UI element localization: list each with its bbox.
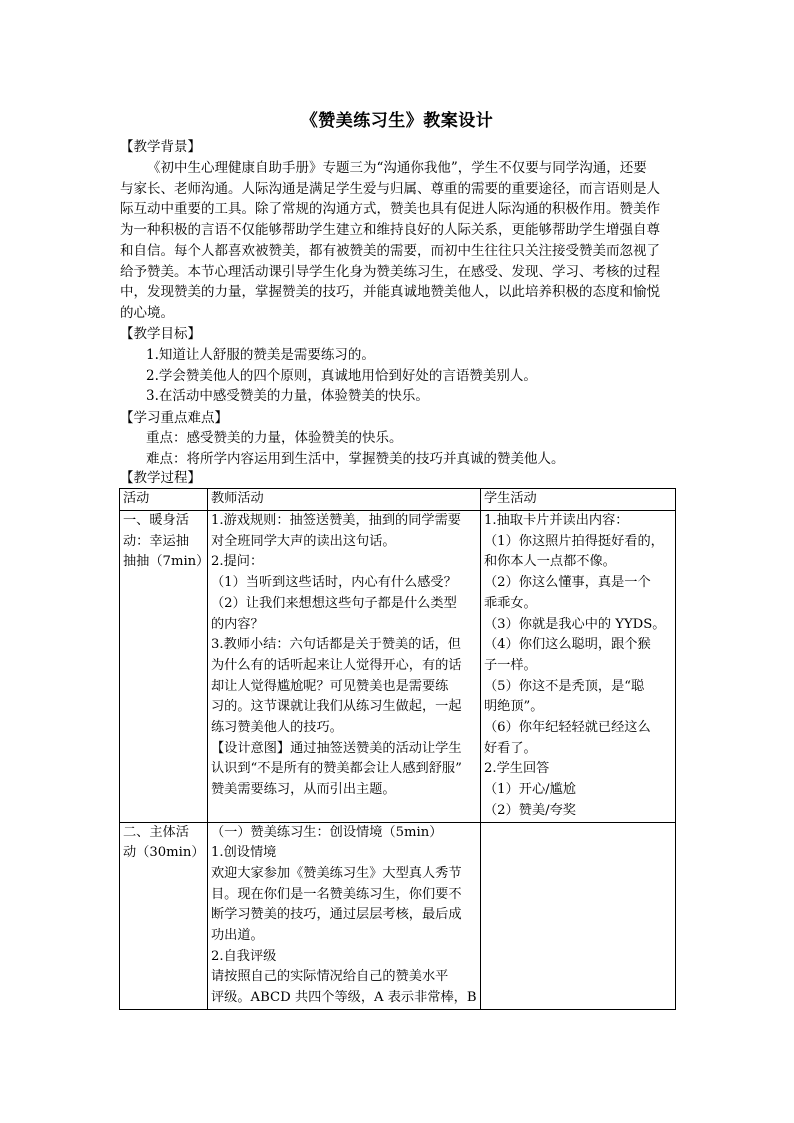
cell-line: 习的。这节课就让我们从练习生做起，一起 [211, 699, 462, 715]
cell-line: 动（30min） [123, 845, 205, 861]
cell-line: （2）你这么懂事，真是一个 [484, 575, 651, 591]
paragraph-line: 给予赞美。本节心理活动课引导学生化身为赞美练习生，在感受、发现、学习、考核的过程 [120, 263, 660, 280]
cell-line: （5）你这不是秃顶，是“聪 [484, 678, 645, 694]
cell-line: （2）赞美/夸奖 [484, 802, 576, 818]
cell-line: 【设计意图】通过抽签送赞美的活动让学生 [211, 740, 462, 756]
process-heading: 【教学过程】 [120, 470, 201, 486]
cell-line: 和你本人一点都不像。 [484, 554, 616, 570]
cell-line: 明绝顶”。 [484, 699, 544, 715]
cell-line: （1）你这照片拍得挺好看的， [484, 533, 664, 549]
process-table [119, 488, 676, 1010]
cell-line: 好看了。 [484, 740, 537, 756]
section-heading-process [120, 468, 201, 489]
cell-line: 二、主体活 [123, 824, 189, 840]
cell-line: （2）让我们来想想这些句子都是什么类型 [211, 595, 457, 611]
cell-line: （1）当听到这些话时，内心有什么感受？ [211, 575, 457, 591]
cell-line: 欢迎大家参加《赞美练习生》大型真人秀节 [211, 865, 462, 881]
cell-line: （一）赞美练习生：创设情境（5min） [211, 824, 443, 840]
keypoints-list [146, 428, 565, 469]
cell-line: 为什么有的话听起来让人觉得开心，有的话 [211, 657, 462, 673]
student-activity-cell [481, 822, 676, 1009]
paragraph-line: 《初中生心理健康自助手册》专题三为“沟通你我他”，学生不仅要与同学沟通，还要 [147, 160, 647, 176]
cell-line: 的内容？ [211, 616, 264, 632]
goals-heading: 【教学目标】 [120, 326, 201, 342]
cell-line: 评级。ABCD 共四个等级，A 表示非常棒，B [211, 990, 477, 1006]
cell-line: （1）开心/尴尬 [484, 782, 576, 798]
cell-line: 目。现在你们是一名赞美练习生，你们要不 [211, 886, 462, 902]
goals-list [146, 345, 537, 407]
section-heading-goals [120, 324, 201, 345]
cell-line: 1.抽取卡片并读出内容： [484, 513, 629, 528]
column-header-student: 学生活动 [481, 489, 676, 511]
table-header-row [120, 489, 676, 511]
cell-line: 乖乖女。 [484, 595, 537, 611]
cell-line: （6）你年纪轻轻就已经这么 [484, 720, 651, 736]
keypoint-item: 重点：感受赞美的力量，体验赞美的快乐。 [146, 430, 403, 446]
cell-line: 2.提问： [211, 554, 264, 570]
teacher-activity-cell [208, 511, 481, 823]
cell-line: 一、暖身活 [123, 513, 189, 528]
goal-item: 1.知道让人舒服的赞美是需要练习的。 [146, 347, 375, 363]
column-header-teacher: 教师活动 [208, 489, 481, 511]
cell-line: 对全班同学大声的读出这句话。 [211, 533, 396, 549]
keypoint-item: 难点：将所学内容运用到生活中，掌握赞美的技巧并真诚的赞美他人。 [146, 450, 565, 467]
cell-line: 赞美需要练习，从而引出主题。 [211, 782, 396, 798]
section-heading-background [120, 137, 201, 158]
activity-cell [120, 822, 208, 1009]
cell-line: 功出道。 [211, 928, 264, 944]
table-row [120, 511, 676, 823]
column-header-activity: 活动 [120, 489, 208, 511]
goal-item: 2.学会赞美他人的四个原则，真诚地用恰到好处的言语赞美别人。 [146, 367, 537, 384]
cell-line: 请按照自己的实际情况给自己的赞美水平 [211, 969, 449, 985]
cell-line: 3.教师小结：六句话都是关于赞美的话，但 [211, 637, 461, 653]
paragraph-line: 和自信。每个人都喜欢被赞美，都有被赞美的需要，而初中生往往只关注接受赞美而忽视了 [120, 242, 660, 259]
goal-item: 3.在活动中感受赞美的力量，体验赞美的快乐。 [146, 388, 429, 405]
cell-line: 2.学生回答 [484, 761, 550, 777]
cell-line: 动：幸运抽 [123, 533, 189, 549]
section-heading-keypoints [120, 408, 228, 429]
cell-line: （3）你就是我心中的 YYDS。 [484, 616, 666, 632]
paragraph-line: 与家长、老师沟通。人际沟通是满足学生爱与归属、尊重的需要的重要途径，而言语则是人 [120, 180, 660, 197]
paragraph-line: 际互动中重要的工具。除了常规的沟通方式，赞美也具有促进人际沟通的积极作用。赞美作 [120, 201, 660, 218]
paragraph-line: 为一种积极的言语不仅能够帮助学生建立和维持良好的人际关系，更能够帮助学生增强自尊 [120, 222, 660, 239]
cell-line: 断学习赞美的技巧，通过层层考核，最后成 [211, 907, 462, 923]
document-title: 《赞美练习生》教案设计 [300, 111, 494, 131]
paragraph-line: 中，发现赞美的力量，掌握赞美的技巧，并能真诚地赞美他人，以此培养积极的态度和愉悦 [120, 284, 660, 301]
student-activity-cell [481, 511, 676, 823]
cell-line: 子一样。 [484, 657, 537, 673]
cell-line: 抽抽（7min） [123, 554, 210, 570]
cell-line: 练习赞美他人的技巧。 [211, 720, 343, 736]
cell-line: 认识到“不是所有的赞美都会让人感到舒服” [211, 761, 462, 777]
cell-line: 2.自我评级 [211, 948, 277, 964]
paragraph-line: 的心境。 [120, 304, 174, 321]
cell-line: （4）你们这么聪明，跟个猴 [484, 637, 651, 653]
activity-cell [120, 511, 208, 823]
background-paragraph [120, 158, 676, 324]
teacher-activity-cell [208, 822, 481, 1009]
table-row [120, 822, 676, 1009]
keypoints-heading: 【学习重点难点】 [120, 410, 228, 426]
cell-line: 1.游戏规则：抽签送赞美，抽到的同学需要 [211, 513, 461, 528]
background-heading: 【教学背景】 [120, 139, 201, 155]
cell-line: 1.创设情境 [211, 845, 277, 861]
cell-line: 却让人觉得尴尬呢？可见赞美也是需要练 [211, 678, 449, 694]
